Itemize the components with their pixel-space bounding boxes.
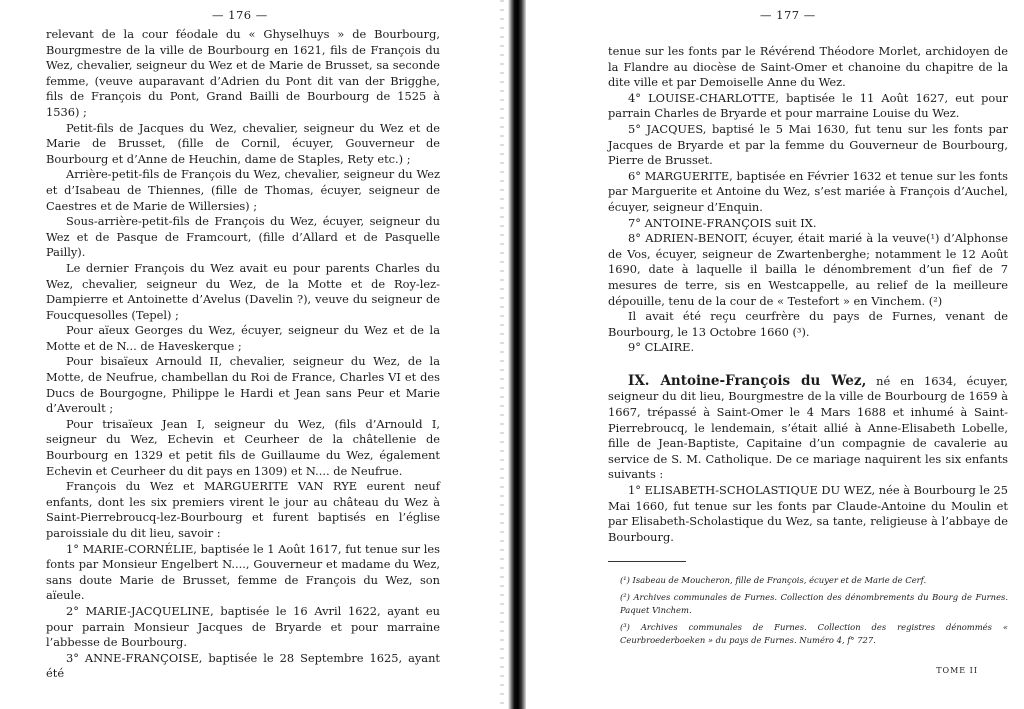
paragraph: 1° ELISABETH-SCHOLASTIQUE DU WEZ, née à Bourbourg le 25 Mai 1660, fut tenue sur les fonts par Claude-Antoine du Moulin et par Elisabeth-Scholastique du Wez, sa tante, religieuse à l’abbaye de Bourbourg. [608,483,1008,544]
footnote: (³) Archives communales de Furnes. Collection des registres dénommés « Ceurbroederboeken » du pays de Furnes. Numéro 4, f° 727. [620,621,1008,646]
paragraph: Le dernier François du Wez avait eu pour parents Charles du Wez, chevalier, seigneur du Wez, de la Motte et de Roy-lez-Dampierre et Antoinette d’Avelus (Davelin ?), veuve du seigneur de Foucquesolles (Tepel) ; [46,260,440,322]
paragraph: 9° CLAIRE. [628,340,695,355]
paragraph: Petit-fils de Jacques du Wez, chevalier, seigneur du Wez et de Marie de Brusset, (fille de Cornil, écuyer, Gouverneur de Bourbourg et d’Anne de Heuchin, dame de Staples, Rety etc.) ; [46,120,440,166]
page-number-right: — 177 — [760,8,816,22]
left-page-text [46,27,440,682]
paragraph: Arrière-petit-fils de François du Wez, chevalier, seigneur du Wez et d’Isabeau de Thiennes, (fille de Thomas, écuyer, seigneur de Caestres et de Marie de Willersies) ; [46,167,440,213]
paragraph: relevant de la cour féodale du « Ghyselhuys » de Bourbourg, Bourgmestre de la ville de Bourbourg en 1621, fils de François du Wez, chevalier, seigneur du Wez et de Marie de Brusset, sa seconde femme, (veuve auparavant d’Adrien du Pont dit van der Brigghe, fils de François du Pont, Grand Bailli de Bourbourg de 1525 à 1536) ; [46,27,440,119]
section-heading-paragraph [608,374,1008,483]
paragraph: Pour trisaïeux Jean I, seigneur du Wez, (fils d’Arnould I, seigneur du Wez, Echevin et Ceurheer de la châtellenie de Bourbourg en 1329 et petit fils de Guillaume du Wez, également Echevin et Ceurheer du dit pays en 1309) et N.... de Neufrue. [46,416,440,478]
footnote: (²) Archives communales de Furnes. Collection des dénombrements du Bourg de Furnes. Paquet Vinchem. [620,591,1008,616]
section-heading: IX. Antoine-François du Wez, [628,372,867,389]
paragraph: Sous-arrière-petit-fils de François du Wez, écuyer, seigneur du Wez et de Pasque de Framcourt, (fille d’Allard et de Pasquelle Pailly). [46,214,440,260]
paragraph: 8° ADRIEN-BENOIT, écuyer, était marié à la veuve(¹) d’Alphonse de Vos, écuyer, seigneur de Zwartenberghe; notamment le 12 Août 1690, date à laquelle il bailla le dénombrement d’un fief de 7 mesures de terre, sis en Westcappelle, au relief de la meilleure dépouille, tenu de la cour de « Testefort » en Vinchem. (²) [608,231,1008,308]
right-page-text [608,44,1008,651]
footnote-divider [608,561,686,562]
page-number-left: — 176 — [212,8,268,22]
paragraph: 3° ANNE-FRANÇOISE, baptisée le 28 Septembre 1625, ayant été [46,650,440,681]
right-page [512,0,1024,709]
paragraph: 7° ANTOINE-FRANÇOIS suit IX. [628,215,817,230]
footnotes [608,574,1008,648]
paragraph: Pour aïeux Georges du Wez, écuyer, seigneur du Wez et de la Motte et de N... de Haveskerque ; [46,323,440,353]
paragraph: 4° LOUISE-CHARLOTTE, baptisée le 11 Août 1627, eut pour parrain Charles de Bryarde et pour marraine Louise du Wez. [608,90,1008,121]
volume-label: TOME II [936,666,978,675]
paragraph: tenue sur les fonts par le Révérend Théodore Morlet, archidoyen de la Flandre au diocèse de Saint-Omer et chanoine du chapitre de la dite ville et par Demoiselle Anne du Wez. [608,44,1008,90]
footnote: (¹) Isabeau de Moucheron, fille de François, écuyer et de Marie de Cerf. [620,575,927,586]
scan-speckle [500,0,504,709]
paragraph: 5° JACQUES, baptisé le 5 Mai 1630, fut tenu sur les fonts par Jacques de Bryarde et par la femme du Gouverneur de Bourbourg, Pierre de Brusset. [608,121,1008,168]
paragraph: Pour bisaïeux Arnould II, chevalier, seigneur du Wez, de la Motte, de Neufrue, chambellan du Roi de France, Charles VI et des Ducs de Bourgogne, Philippe le Hardi et Jean sans Peur et Marie d’Averoult ; [46,354,440,416]
paragraph: 1° MARIE-CORNÉLIE, baptisée le 1 Août 1617, fut tenue sur les fonts par Monsieur Engelbert N...., Gouverneur et madame du Wez, sans doute Marie de Brusset, femme de François du Wez, son aïeule. [46,541,440,603]
paragraph: 2° MARIE-JACQUELINE, baptisée le 16 Avril 1622, ayant eu pour parrain Monsieur Jacques de Bryarde et pour marraine l’abbesse de Bourbourg. [46,603,440,650]
section-heading-text: né en 1634, écuyer, seigneur du dit lieu, Bourgmestre de la ville de Bourbourg de 1659 à 1667, trépassé à Saint-Omer le 4 Mars 1688 et inhumé à Saint-Pierrebroucq, le lendemain, s’était allié à Anne-Elisabeth Lobelle, fille de Jean-Baptiste, Capitaine d’un compagnie de cavalerie au service de S. M. Catholique. De ce mariage naquirent les six enfants suivants : [608,373,1008,482]
paragraph: Il avait été reçu ceurfrère du pays de Furnes, venant de Bourbourg, le 13 Octobre 1660 (³). [608,309,1008,339]
paragraph: 6° MARGUERITE, baptisée en Février 1632 et tenue sur les fonts par Marguerite et Antoine du Wez, s’est mariée à François d’Auchel, écuyer, seigneur d’Enquin. [608,168,1008,214]
paragraph: François du Wez et MARGUERITE VAN RYE eurent neuf enfants, dont les six premiers virent le jour au château du Wez à Saint-Pierrebroucq-lez-Bourbourg et furent baptisés en l’église paroissiale du dit lieu, savoir : [46,479,440,540]
